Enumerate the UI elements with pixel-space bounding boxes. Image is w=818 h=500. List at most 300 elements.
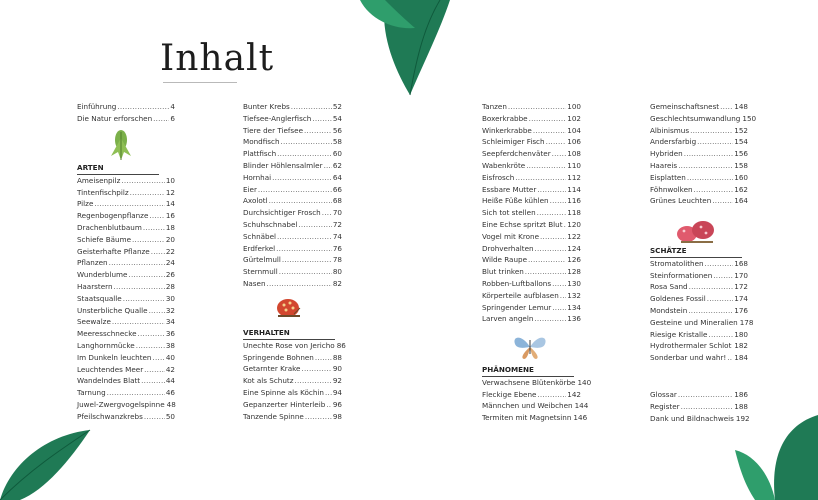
toc-entry-page: 178	[739, 317, 754, 327]
toc-entry[interactable]: Die Natur erforschen ..... 6	[77, 113, 175, 125]
dot-leader	[326, 399, 332, 411]
dot-leader	[291, 101, 332, 113]
toc-entry[interactable]	[243, 219, 342, 231]
toc-entry-title: Eine Echse spritzt Blut	[482, 219, 563, 229]
dot-leader	[112, 316, 165, 328]
dot-leader	[315, 352, 332, 364]
toc-entry-page: 132	[567, 290, 581, 300]
dot-leader	[141, 375, 165, 387]
toc-entry-page: 48	[166, 399, 176, 409]
toc-entry-title: Vogel mit Krone	[482, 231, 540, 241]
dot-leader	[325, 387, 332, 399]
toc-entry-page: 130	[567, 278, 581, 288]
toc-entry[interactable]	[77, 198, 175, 210]
toc-entry-page: 188	[734, 401, 748, 411]
toc-entry-title: Hornhai	[243, 172, 272, 182]
toc-entry-title: Steinformationen	[650, 270, 713, 280]
toc-entry-page: 152	[734, 125, 748, 135]
toc-entry[interactable]	[243, 375, 342, 387]
toc-entry-title: Sich tot stellen	[482, 208, 536, 218]
toc-entry-page: 184	[734, 353, 748, 363]
toc-entry-page: 46	[165, 388, 175, 398]
dot-leader	[690, 125, 733, 137]
toc-entry-page: 64	[332, 172, 342, 182]
plant-icon	[106, 128, 136, 162]
section-heading-arten: ARTEN	[77, 162, 159, 175]
toc-entry[interactable]	[77, 328, 175, 340]
toc-entry[interactable]	[482, 207, 581, 219]
toc-entry-title: Mondfisch	[243, 137, 280, 147]
toc-column-4-appendix	[650, 389, 748, 424]
toc-entry-title: Eier	[243, 184, 257, 194]
toc-entry[interactable]	[243, 136, 342, 148]
toc-entry-title: Drachenblutbaum	[77, 222, 142, 232]
toc-entry[interactable]	[77, 222, 175, 234]
toc-entry-page: 34	[165, 317, 175, 327]
toc-entry-title: Gürtelmull	[243, 255, 281, 265]
toc-entry-page: 58	[332, 137, 342, 147]
dot-leader	[298, 219, 331, 231]
toc-entry-title: Blinder Höhlensalmler	[243, 160, 323, 170]
toc-entry[interactable]	[243, 411, 342, 423]
dot-leader	[301, 363, 331, 375]
dot-leader	[540, 231, 566, 243]
toc-entry[interactable]	[482, 313, 581, 325]
dot-leader	[537, 207, 567, 219]
toc-entry-page: 94	[332, 387, 342, 397]
toc-entry[interactable]	[77, 269, 175, 281]
toc-entry[interactable]	[650, 258, 748, 270]
dot-leader	[305, 411, 332, 423]
toc-column-1	[77, 101, 175, 125]
toc-entry-page: 134	[567, 302, 581, 312]
toc-entry-page: 70	[332, 208, 342, 218]
dot-leader	[267, 278, 332, 290]
toc-entry-page: 180	[734, 329, 748, 339]
toc-entry-page: 174	[734, 294, 748, 304]
dot-leader	[535, 243, 567, 255]
toc-entry[interactable]	[482, 302, 581, 314]
toc-entry-title: Verwachsene Blütenkörbe	[482, 377, 576, 387]
toc-entry[interactable]	[243, 125, 342, 137]
toc-entry[interactable]	[650, 136, 748, 148]
toc-entry-page: 28	[165, 281, 175, 291]
toc-entry[interactable]	[482, 400, 589, 412]
toc-entry-page: 74	[332, 231, 342, 241]
toc-entry-page: 32	[165, 305, 175, 315]
toc-entry-page: 154	[734, 137, 748, 147]
section-heading-verhalten: VERHALTEN	[243, 327, 335, 340]
toc-entry[interactable]	[650, 281, 748, 293]
toc-entry[interactable]	[482, 148, 581, 160]
toc-entry-title: Ameisenpilz	[77, 175, 121, 185]
toc-entry-page: 72	[332, 219, 342, 229]
title-divider	[163, 82, 237, 83]
toc-entry-page: 106	[567, 137, 581, 147]
toc-entry-title: Haarstern	[77, 281, 113, 291]
toc-entry-title: Juwel-Zwergvogelspinne	[77, 399, 165, 409]
toc-entry[interactable]	[482, 243, 581, 255]
toc-entry-page: 110	[567, 160, 581, 170]
toc-column-3-phaenomene	[482, 364, 592, 424]
toc-entry-title: Nasen	[243, 278, 266, 288]
toc-entry-title: Blut trinken	[482, 267, 524, 277]
toc-entry-page: 80	[332, 267, 342, 277]
toc-entry-title: Staatsqualle	[77, 293, 122, 303]
toc-entry-page: 182	[734, 341, 748, 351]
dot-leader	[312, 113, 332, 125]
toc-entry-page: 146	[573, 413, 588, 423]
dot-leader	[708, 329, 733, 341]
toc-entry[interactable]	[650, 413, 748, 425]
toc-entry-page: 14	[165, 199, 175, 209]
dot-leader	[281, 136, 332, 148]
toc-entry-title: Gepanzerter Hinterleib	[243, 399, 326, 409]
toc-entry[interactable]	[77, 246, 175, 258]
toc-column-4	[650, 101, 757, 207]
toc-entry-title: Geschlechtsumwandlung	[650, 113, 741, 123]
toc-entry-page: 68	[332, 196, 342, 206]
toc-entry[interactable]	[243, 148, 342, 160]
toc-entry[interactable]	[77, 352, 175, 364]
toc-entry-title: Hydrothermaler Schlot	[650, 341, 732, 351]
toc-entry-page: 18	[165, 222, 175, 232]
leaf-decoration-bottom-right	[735, 415, 818, 500]
toc-entry-page: 112	[567, 172, 581, 182]
toc-entry[interactable]	[482, 195, 581, 207]
toc-entry[interactable]	[77, 257, 175, 269]
toc-entry[interactable]	[482, 290, 581, 302]
toc-entry-page: 186	[734, 390, 748, 399]
toc-entry[interactable]	[650, 305, 748, 317]
toc-entry-title: Getarnter Krake	[243, 364, 301, 374]
dot-leader	[107, 387, 165, 399]
toc-entry[interactable]	[243, 340, 346, 352]
toc-entry[interactable]	[650, 340, 748, 352]
toc-entry-title: Pilze	[77, 199, 94, 209]
dot-leader	[128, 269, 164, 281]
dot-leader	[546, 136, 567, 148]
toc-entry-page: 116	[567, 196, 581, 206]
toc-entry-page: 20	[165, 234, 175, 244]
toc-entry-page: 158	[734, 160, 748, 170]
dot-leader	[508, 101, 566, 113]
toc-entry-title: Föhnwolken	[650, 184, 693, 194]
toc-column-2	[243, 101, 342, 290]
toc-entry-page: 124	[567, 243, 581, 253]
toc-entry[interactable]	[243, 352, 342, 364]
dot-leader	[713, 270, 733, 282]
toc-entry[interactable]	[77, 234, 175, 246]
toc-entry[interactable]	[482, 389, 581, 401]
toc-entry[interactable]	[650, 352, 748, 364]
dot-leader	[279, 266, 332, 278]
toc-entry-page: 16	[165, 211, 175, 221]
toc-entry-page: 114	[567, 184, 581, 194]
dot-leader	[324, 160, 332, 172]
toc-entry-page: 162	[734, 184, 748, 194]
toc-entry[interactable]	[482, 254, 581, 266]
toc-entry[interactable]	[243, 387, 342, 399]
dot-leader	[277, 148, 332, 160]
toc-entry[interactable]	[77, 293, 175, 305]
toc-entry[interactable]	[650, 184, 748, 196]
toc-entry[interactable]: Einführung ..... 4	[77, 101, 175, 113]
toc-entry-page: 44	[165, 376, 175, 386]
toc-entry[interactable]	[243, 278, 342, 290]
toc-entry[interactable]	[650, 317, 754, 329]
toc-entry-title: Schiefe Bäume	[77, 234, 132, 244]
toc-entry[interactable]	[482, 184, 581, 196]
toc-entry[interactable]	[482, 172, 581, 184]
toc-entry[interactable]	[650, 329, 748, 341]
dot-leader	[712, 195, 733, 207]
toc-entry-page: 126	[567, 255, 581, 265]
toc-entry-title: Körperteile aufblasen	[482, 290, 559, 300]
dot-leader	[705, 258, 734, 270]
dot-leader	[138, 328, 165, 340]
toc-entry-title: Springende Bohnen	[243, 352, 314, 362]
toc-entry-title: Männchen und Weibchen	[482, 401, 573, 411]
toc-entry[interactable]	[482, 377, 592, 389]
toc-entry[interactable]	[650, 389, 748, 401]
dot-leader	[687, 172, 733, 184]
toc-entry-title: Fleckige Ebene	[482, 389, 537, 399]
toc-entry[interactable]	[77, 340, 175, 352]
toc-entry-page: 102	[567, 113, 581, 123]
toc-entry-title: Tanzen	[482, 102, 507, 111]
toc-entry-page: 100	[567, 102, 581, 111]
toc-entry-title: Geisterhafte Pflanze	[77, 246, 150, 256]
toc-entry[interactable]	[77, 387, 175, 399]
toc-entry-page: 150	[742, 113, 757, 123]
toc-entry[interactable]	[243, 172, 342, 184]
toc-entry[interactable]	[243, 399, 342, 411]
toc-entry-page: 108	[567, 149, 581, 159]
dot-leader	[132, 234, 165, 246]
toc-entry-page: 168	[734, 258, 748, 268]
dot-leader	[694, 184, 734, 196]
toc-entry[interactable]	[650, 113, 757, 125]
toc-entry[interactable]	[77, 187, 175, 199]
toc-entry[interactable]	[482, 125, 581, 137]
toc-entry[interactable]	[482, 101, 581, 113]
toc-entry[interactable]	[77, 175, 175, 187]
leaf-decoration-top	[355, 0, 455, 100]
dot-leader	[276, 243, 332, 255]
toc-entry[interactable]	[77, 316, 175, 328]
toc-entry-title: Drohverhalten	[482, 243, 534, 253]
toc-entry-title: Register	[650, 401, 680, 411]
toc-entry-page: 170	[734, 270, 748, 280]
dot-leader	[707, 293, 734, 305]
toc-entry-title: Schuhschnabel	[243, 219, 298, 229]
dot-leader	[681, 401, 734, 413]
dot-leader	[269, 195, 332, 207]
toc-entry-page: 140	[577, 377, 592, 387]
toc-entry[interactable]	[77, 305, 175, 317]
toc-entry-title: Tiere der Tiefsee	[243, 125, 304, 135]
toc-entry[interactable]	[482, 412, 588, 424]
toc-entry-title: Meeresschnecke	[77, 329, 137, 339]
toc-entry[interactable]	[650, 160, 748, 172]
toc-entry-page: 52	[332, 102, 342, 111]
toc-entry-title: Durchsichtiger Frosch	[243, 208, 321, 218]
toc-entry-page: 90	[332, 364, 342, 374]
dot-leader	[732, 340, 733, 352]
toc-entry-title: Schnäbel	[243, 231, 277, 241]
toc-entry[interactable]	[482, 278, 581, 290]
toc-entry[interactable]	[650, 125, 748, 137]
toc-entry-page: 144	[574, 401, 589, 411]
toc-entry-title: Winkerkrabbe	[482, 125, 532, 135]
toc-entry[interactable]	[482, 136, 581, 148]
dot-leader	[130, 187, 165, 199]
toc-entry[interactable]	[243, 254, 342, 266]
toc-entry[interactable]	[650, 148, 748, 160]
toc-entry-page: 128	[567, 267, 581, 277]
toc-entry-title: Schleimiger Fisch	[482, 137, 545, 147]
toc-entry[interactable]	[243, 184, 342, 196]
toc-entry[interactable]	[77, 281, 175, 293]
toc-entry-page: 172	[734, 282, 748, 292]
toc-entry-title: Seewalze	[77, 317, 111, 327]
toc-entry-title: Pflanzen	[77, 258, 108, 268]
toc-entry-page: 176	[734, 305, 748, 315]
toc-entry[interactable]	[243, 101, 342, 113]
toc-entry-title: Regenbogenpflanze	[77, 211, 149, 221]
toc-entry-title: Erdferkel	[243, 243, 276, 253]
dot-leader	[689, 281, 734, 293]
toc-entry-title: Wabenkröte	[482, 160, 526, 170]
toc-entry-page: 92	[332, 376, 342, 386]
toc-entry[interactable]	[77, 411, 175, 423]
toc-entry[interactable]	[243, 363, 342, 375]
toc-entry-title: Goldenes Fossil	[650, 294, 706, 304]
dot-leader	[304, 125, 332, 137]
toc-entry[interactable]	[77, 210, 175, 222]
toc-entry-title: Tarnung	[77, 388, 106, 398]
toc-entry-title: Wilde Raupe	[482, 255, 527, 265]
dot-leader	[560, 290, 567, 302]
toc-entry[interactable]	[482, 113, 581, 125]
toc-entry-page: 104	[567, 125, 581, 135]
toc-entry-page: 22	[165, 246, 175, 256]
toc-entry[interactable]	[650, 172, 748, 184]
toc-entry-page: 156	[734, 149, 748, 159]
toc-entry[interactable]	[650, 401, 748, 413]
toc-entry-title: Albinismus	[650, 125, 690, 135]
toc-entry[interactable]	[77, 364, 175, 376]
toc-entry-title: Tintenfischpilz	[77, 187, 129, 197]
toc-entry-page: 54	[332, 113, 342, 123]
toc-entry[interactable]	[243, 113, 342, 125]
dot-leader	[282, 254, 332, 266]
leaf-decoration-bottom-left	[0, 425, 95, 500]
toc-entry[interactable]	[482, 231, 581, 243]
dot-leader	[550, 195, 567, 207]
toc-entry[interactable]	[482, 266, 581, 278]
section-heading-phaenomene: PHÄNOMENE	[482, 364, 574, 377]
dot-leader	[537, 184, 566, 196]
toc-entry-title: Leuchtendes Meer	[77, 364, 144, 374]
toc-entry-page: 82	[332, 278, 342, 288]
toc-entry[interactable]	[77, 375, 175, 387]
dot-leader	[121, 175, 164, 187]
toc-entry-page: 142	[567, 389, 581, 399]
toc-entry-title: Sonderbar und wahr!	[650, 353, 727, 363]
toc-entry-page: 66	[332, 184, 342, 194]
dot-leader	[552, 278, 566, 290]
toc-entry-title: Springender Lemur	[482, 302, 552, 312]
dot-leader	[534, 313, 566, 325]
dot-leader	[151, 246, 165, 258]
toc-entry-title: Tiefsee-Anglerfisch	[243, 113, 312, 123]
dot-leader	[533, 125, 566, 137]
dot-leader	[528, 254, 566, 266]
toc-entry-page: 76	[332, 243, 342, 253]
dot-leader	[678, 389, 733, 401]
toc-entry-title: Tanzende Spinne	[243, 411, 304, 421]
toc-entry-page: 86	[336, 340, 346, 350]
toc-entry-page: 120	[567, 219, 581, 229]
toc-entry[interactable]	[243, 243, 342, 255]
toc-entry[interactable]	[243, 266, 342, 278]
toc-entry[interactable]	[243, 160, 342, 172]
toc-entry-title: Eisplatten	[650, 172, 686, 182]
toc-entry[interactable]	[77, 399, 175, 411]
toc-entry-page: 60	[332, 149, 342, 159]
dot-leader	[94, 198, 164, 210]
toc-entry-title: Stromatolithen	[650, 258, 704, 268]
toc-entry-title: Pfeilschwanzkrebs	[77, 411, 143, 421]
dot-leader	[143, 222, 165, 234]
toc-entry[interactable]	[243, 195, 342, 207]
toc-entry[interactable]	[650, 101, 748, 113]
toc-entry-page: 40	[165, 352, 175, 362]
toc-entry-title: Eine Spinne als Köchin	[243, 387, 324, 397]
toc-column-2-verhalten	[243, 327, 346, 422]
toc-entry-page: 88	[332, 352, 342, 362]
dot-leader	[515, 172, 566, 184]
dot-leader	[727, 352, 733, 364]
toc-entry[interactable]	[243, 231, 342, 243]
butterfly-icon	[512, 334, 548, 360]
dot-leader	[272, 172, 332, 184]
toc-entry-page: 136	[567, 314, 581, 324]
toc-entry-title: Plattfisch	[243, 149, 277, 159]
toc-entry-title: Robben-Luftballons	[482, 278, 552, 288]
toc-entry[interactable]	[482, 160, 581, 172]
dot-leader	[123, 293, 165, 305]
toc-entry-title: Im Dunkeln leuchten	[77, 352, 152, 362]
toc-entry-title: Hybriden	[650, 149, 683, 159]
toc-entry[interactable]	[243, 207, 342, 219]
toc-entry-page: 78	[332, 255, 342, 265]
toc-entry[interactable]	[650, 270, 748, 282]
toc-entry-title: Axolotl	[243, 196, 268, 206]
toc-entry[interactable]	[482, 219, 581, 231]
toc-entry-title: Andersfarbig	[650, 137, 697, 147]
toc-entry-title: Gesteine und Mineralien	[650, 317, 738, 327]
toc-entry[interactable]	[650, 293, 748, 305]
toc-entry-title: Larven angeln	[482, 314, 534, 324]
toc-entry[interactable]	[650, 195, 748, 207]
toc-entry-page: 96	[332, 399, 342, 409]
dot-leader	[552, 148, 567, 160]
toc-entry-title: Dank und Bildnachweis	[650, 413, 734, 423]
dot-leader	[136, 340, 165, 352]
